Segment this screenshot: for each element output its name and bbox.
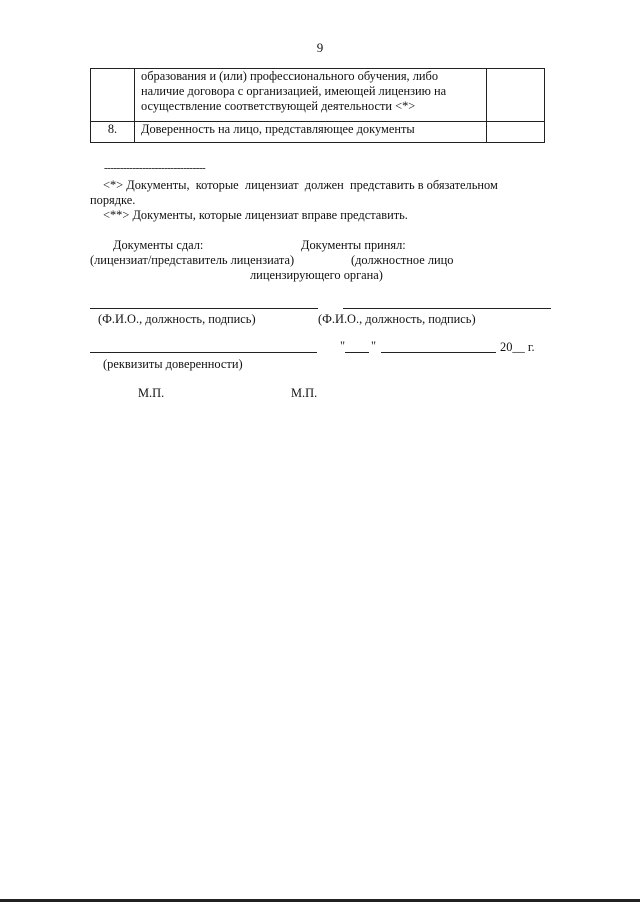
footnote-mandatory-continued: порядке. (90, 193, 136, 207)
date-month-line (381, 352, 496, 353)
proxy-line (90, 352, 317, 353)
row-description-cell (135, 69, 487, 122)
table-row (91, 69, 545, 122)
row-description-cell: Доверенность на лицо, представляющее документы (135, 122, 487, 143)
footnote-optional: <**> Документы, которые лицензиат вправе представить. (103, 208, 408, 222)
stamp-place-right: М.П. (291, 386, 318, 400)
accepted-role: (должностное лицо (351, 253, 454, 267)
description-line: наличие договора с организацией, имеющей лицензию на (141, 84, 447, 98)
signature-line-accepted (343, 308, 551, 309)
documents-table (90, 68, 545, 143)
caption-left: (Ф.И.О., должность, подпись) (98, 312, 256, 326)
page-number: 9 (316, 40, 324, 55)
row-number-cell (91, 69, 135, 122)
footnote-mandatory: <*> Документы, которые лицензиат должен представить в обязательном (103, 178, 498, 192)
description-line: образования и (или) профессионального обучения, либо (141, 69, 439, 83)
date-quote-close: " (371, 339, 377, 353)
proxy-caption: (реквизиты доверенности) (103, 357, 243, 371)
date-quote-open: " (340, 339, 346, 353)
accepted-title: Документы принял: (301, 238, 406, 252)
submitted-title: Документы сдал: (113, 238, 204, 252)
description-line: осуществление соответствующей деятельности <*> (141, 99, 416, 113)
bottom-scan-edge (0, 899, 640, 902)
date-year: 20__ г. (500, 340, 535, 354)
date-day-line (345, 352, 369, 353)
row-note-cell (487, 69, 545, 122)
stamp-place-left: М.П. (138, 386, 165, 400)
submitted-role: (лицензиат/представитель лицензиата) (90, 253, 295, 267)
caption-right: (Ф.И.О., должность, подпись) (318, 312, 476, 326)
row-note-cell (487, 122, 545, 143)
footnote-separator: -------------------------------- (104, 162, 206, 174)
table-row (91, 122, 545, 143)
accepted-role-continued: лицензирующего органа) (250, 268, 383, 282)
row-number-cell: 8. (91, 122, 135, 143)
signature-line-submitted (90, 308, 318, 309)
